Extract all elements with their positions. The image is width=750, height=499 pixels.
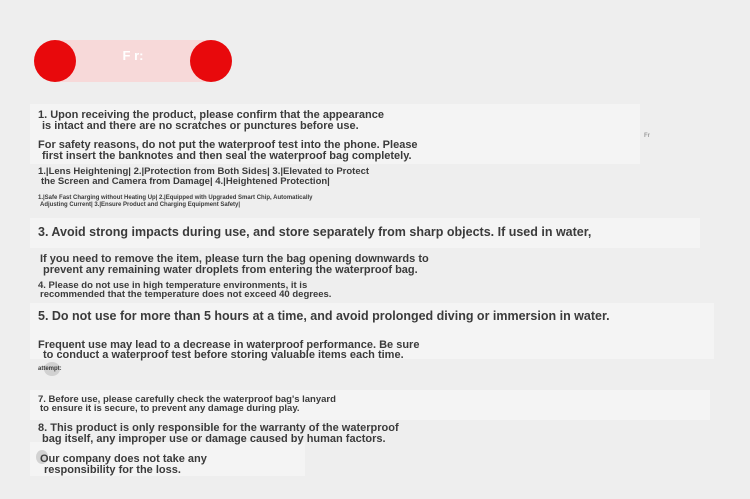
instruction-11-line-2: bag itself, any improper use or damage caused by human factors. — [42, 433, 386, 445]
instruction-6-line-1: If you need to remove the item, please turn the bag opening downwards to — [40, 253, 429, 265]
banner-title: F r: — [122, 48, 144, 63]
instruction-2-line-1: For safety reasons, do not put the waterproof test into the phone. Please — [38, 139, 418, 151]
instruction-4-line-1: 1.|Safe Fast Charging without Heating Up| 2.|Equipped with Upgraded Smart Chip, Automatically — [38, 195, 313, 201]
instruction-9-attempt: attempt: — [38, 366, 62, 372]
instruction-2-line-2: first insert the banknotes and then seal the waterproof bag completely. — [42, 150, 412, 162]
instruction-1-line-2: is intact and there are no scratches or punctures before use. — [42, 120, 359, 132]
instruction-6-line-2: prevent any remaining water droplets from entering the waterproof bag. — [43, 264, 418, 276]
instruction-12-line-1: Our company does not take any — [40, 453, 207, 465]
instruction-5: 3. Avoid strong impacts during use, and store separately from sharp objects. If used in water, — [38, 225, 592, 239]
instruction-7-line-2: recommended that the temperature does not exceed 40 degrees. — [40, 289, 332, 300]
instruction-10-line-2: to ensure it is secure, to prevent any damage during play. — [40, 403, 300, 414]
instruction-7-line-1: 4. Please do not use in high temperature environments, it is — [38, 280, 308, 291]
instruction-8: 5. Do not use for more than 5 hours at a time, and avoid prolonged diving or immersion in water. — [38, 309, 610, 323]
instruction-1-line-1: 1. Upon receiving the product, please confirm that the appearance — [38, 109, 384, 121]
side-mark: Fr — [644, 133, 650, 139]
instruction-3-line-2: the Screen and Camera from Damage| 4.|Heightened Protection| — [41, 176, 330, 187]
instruction-4-line-2: Adjusting Current| 3.|Ensure Product and Charging Equipment Safety| — [40, 202, 241, 208]
instruction-10-line-1: 7. Before use, please carefully check the waterproof bag's lanyard — [38, 394, 336, 405]
instruction-11-line-1: 8. This product is only responsible for the warranty of the waterproof — [38, 422, 399, 434]
header-banner — [34, 40, 232, 82]
instruction-12-line-2: responsibility for the loss. — [44, 464, 181, 476]
instruction-9-line-2: to conduct a waterproof test before storing valuable items each time. — [43, 349, 404, 361]
instruction-9-line-1: Frequent use may lead to a decrease in waterproof performance. Be sure — [38, 339, 420, 351]
instruction-3-line-1: 1.|Lens Heightening| 2.|Protection from Both Sides| 3.|Elevated to Protect — [38, 166, 370, 177]
